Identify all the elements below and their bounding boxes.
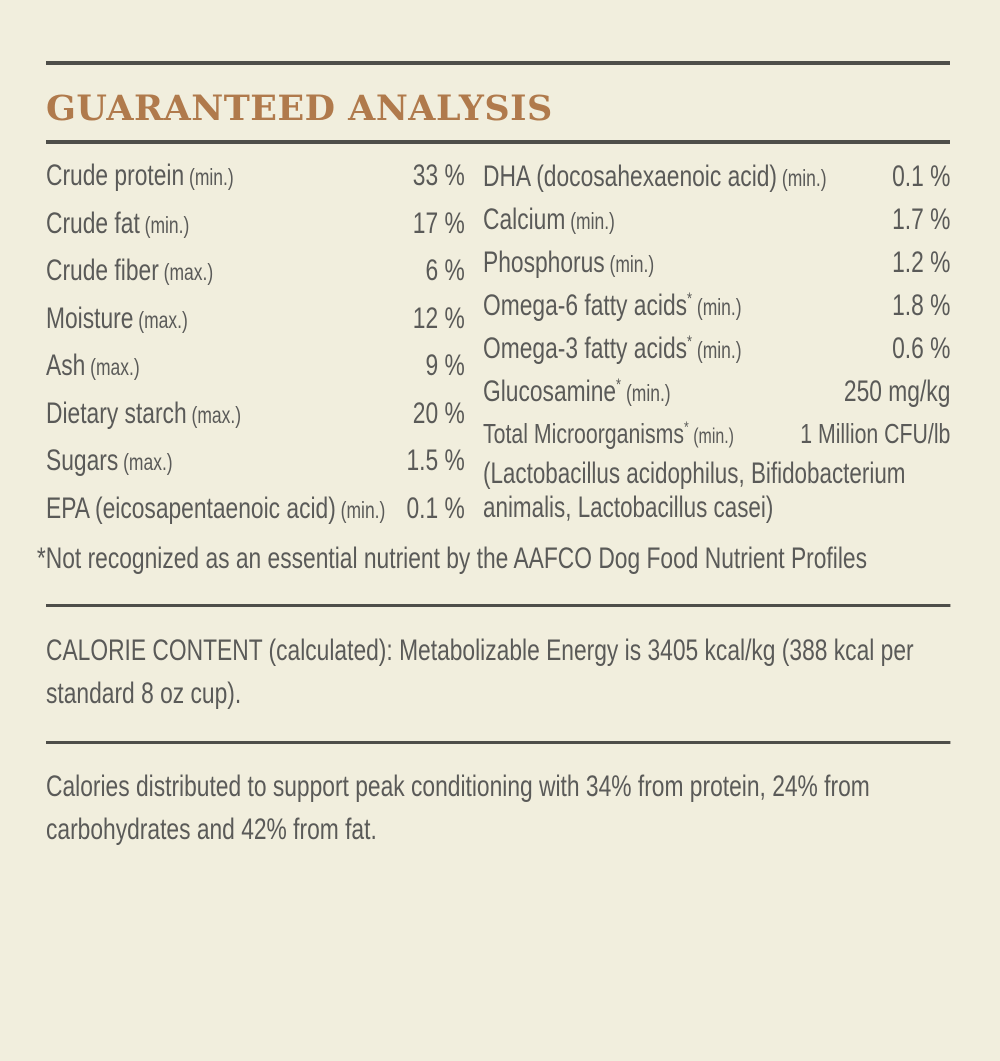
nutrient-label: DHA (docosahexaenoic acid) (min.): [483, 160, 827, 193]
nutrient-row: [46, 391, 465, 439]
nutrient-value: 33 %: [412, 159, 465, 192]
nutrient-continuation: (Lactobacillus acidophilus, Bifidobacterium: [483, 457, 906, 490]
top-rule: [46, 61, 950, 65]
divider-rule-1: [46, 604, 950, 607]
title-underline-rule: [46, 140, 950, 144]
nutrient-value: 9 %: [425, 349, 465, 382]
nutrient-value: 1.5 %: [406, 444, 465, 477]
nutrient-value: 20 %: [412, 396, 465, 430]
nutrient-label: Total Microorganisms* (min.): [483, 418, 735, 449]
nutrient-row: [46, 296, 465, 344]
nutrient-value: 1 Million CFU/lb: [800, 418, 951, 449]
nutrient-label: Omega-3 fatty acids* (min.): [483, 332, 742, 365]
nutrient-spec: (min.): [688, 425, 735, 448]
nutrient-spec: (min.): [184, 164, 234, 190]
aafco-footnote: *Not recognized as an essential nutrient by the AAFCO Dog Food Nutrient Profiles: [36, 542, 867, 575]
nutrient-label: Ash (max.): [46, 349, 140, 382]
calorie-content-text: [46, 629, 950, 715]
footnote-asterisk: *: [687, 289, 693, 308]
text-line: standard 8 oz cup).: [46, 677, 242, 710]
nutrient-value: 0.1 %: [892, 160, 951, 193]
text-line: Calories distributed to support peak conditioning with 34% from protein, 24% from: [46, 770, 870, 803]
nutrient-spec: (max.): [118, 449, 173, 475]
analysis-body: [36, 153, 951, 851]
nutrient-label: Crude fiber (max.): [46, 254, 214, 287]
footnote-asterisk: *: [616, 375, 622, 394]
nutrient-spec: (min.): [604, 251, 655, 277]
nutrient-spec: (min.): [692, 294, 742, 320]
footnote-asterisk: *: [687, 332, 693, 351]
nutrient-spec: (min.): [692, 337, 742, 363]
nutrient-spec: (min.): [777, 165, 827, 191]
nutrient-value: 6 %: [425, 254, 465, 287]
nutrient-spec: (min.): [621, 380, 671, 406]
nutrient-label: Crude protein (min.): [46, 159, 234, 192]
nutrient-value: 0.1 %: [406, 491, 465, 525]
guaranteed-analysis-panel: [0, 61, 1000, 851]
nutrient-label: Glucosamine* (min.): [483, 375, 671, 408]
nutrient-spec: (min.): [335, 496, 386, 523]
analysis-left-column: [46, 153, 465, 533]
nutrient-row: [46, 343, 465, 391]
nutrient-label: Crude fat (min.): [46, 206, 190, 240]
nutrient-spec: (max.): [186, 401, 242, 428]
nutrient-label: Omega-6 fatty acids* (min.): [483, 289, 742, 322]
nutrient-row: [46, 201, 465, 249]
text-line: carbohydrates and 42% from fat.: [46, 813, 377, 846]
nutrient-spec: (min.): [139, 211, 190, 238]
nutrient-row: [483, 156, 950, 199]
nutrient-value: 1.2 %: [892, 246, 951, 279]
nutrient-continuation: animalis, Lactobacillus casei): [483, 490, 774, 524]
analysis-right-column: [483, 153, 950, 533]
nutrient-label: Calcium (min.): [483, 203, 615, 236]
nutrient-value: 17 %: [412, 206, 465, 240]
nutrient-row: [483, 328, 950, 371]
nutrient-value: 1.8 %: [892, 289, 951, 322]
nutrient-spec: (max.): [85, 354, 140, 380]
nutrient-row: [483, 199, 950, 242]
footnote-asterisk: *: [684, 419, 689, 437]
nutrient-row: [46, 486, 465, 534]
nutrient-spec: (min.): [565, 208, 615, 234]
nutrient-row: [483, 242, 950, 285]
nutrient-label: EPA (eicosapentaenoic acid) (min.): [46, 491, 386, 525]
nutrient-row: [483, 414, 950, 457]
nutrient-row: [483, 285, 950, 328]
nutrient-label: Sugars (max.): [46, 444, 173, 477]
nutrient-label: Moisture (max.): [46, 301, 188, 335]
nutrient-row: [46, 248, 465, 296]
analysis-columns: [46, 153, 950, 533]
divider-rule-2: [46, 741, 950, 744]
section-title: GUARANTEED ANALYSIS: [46, 88, 553, 129]
text-line: CALORIE CONTENT (calculated): Metabolizable Energy is 3405 kcal/kg (388 kcal per: [46, 634, 914, 667]
nutrient-label: Dietary starch (max.): [46, 396, 242, 430]
nutrient-spec: (max.): [133, 306, 188, 333]
nutrient-value: 0.6 %: [892, 332, 951, 365]
nutrient-value: 250 mg/kg: [843, 375, 951, 408]
calorie-distribution-text: [46, 765, 950, 851]
nutrient-row: [46, 438, 465, 486]
nutrient-label: Phosphorus (min.): [483, 246, 655, 279]
nutrient-value: 1.7 %: [892, 203, 951, 236]
nutrient-row: [483, 371, 950, 414]
nutrient-spec: (max.): [158, 259, 214, 285]
nutrient-value: 12 %: [412, 301, 465, 335]
nutrient-row: [46, 153, 465, 201]
